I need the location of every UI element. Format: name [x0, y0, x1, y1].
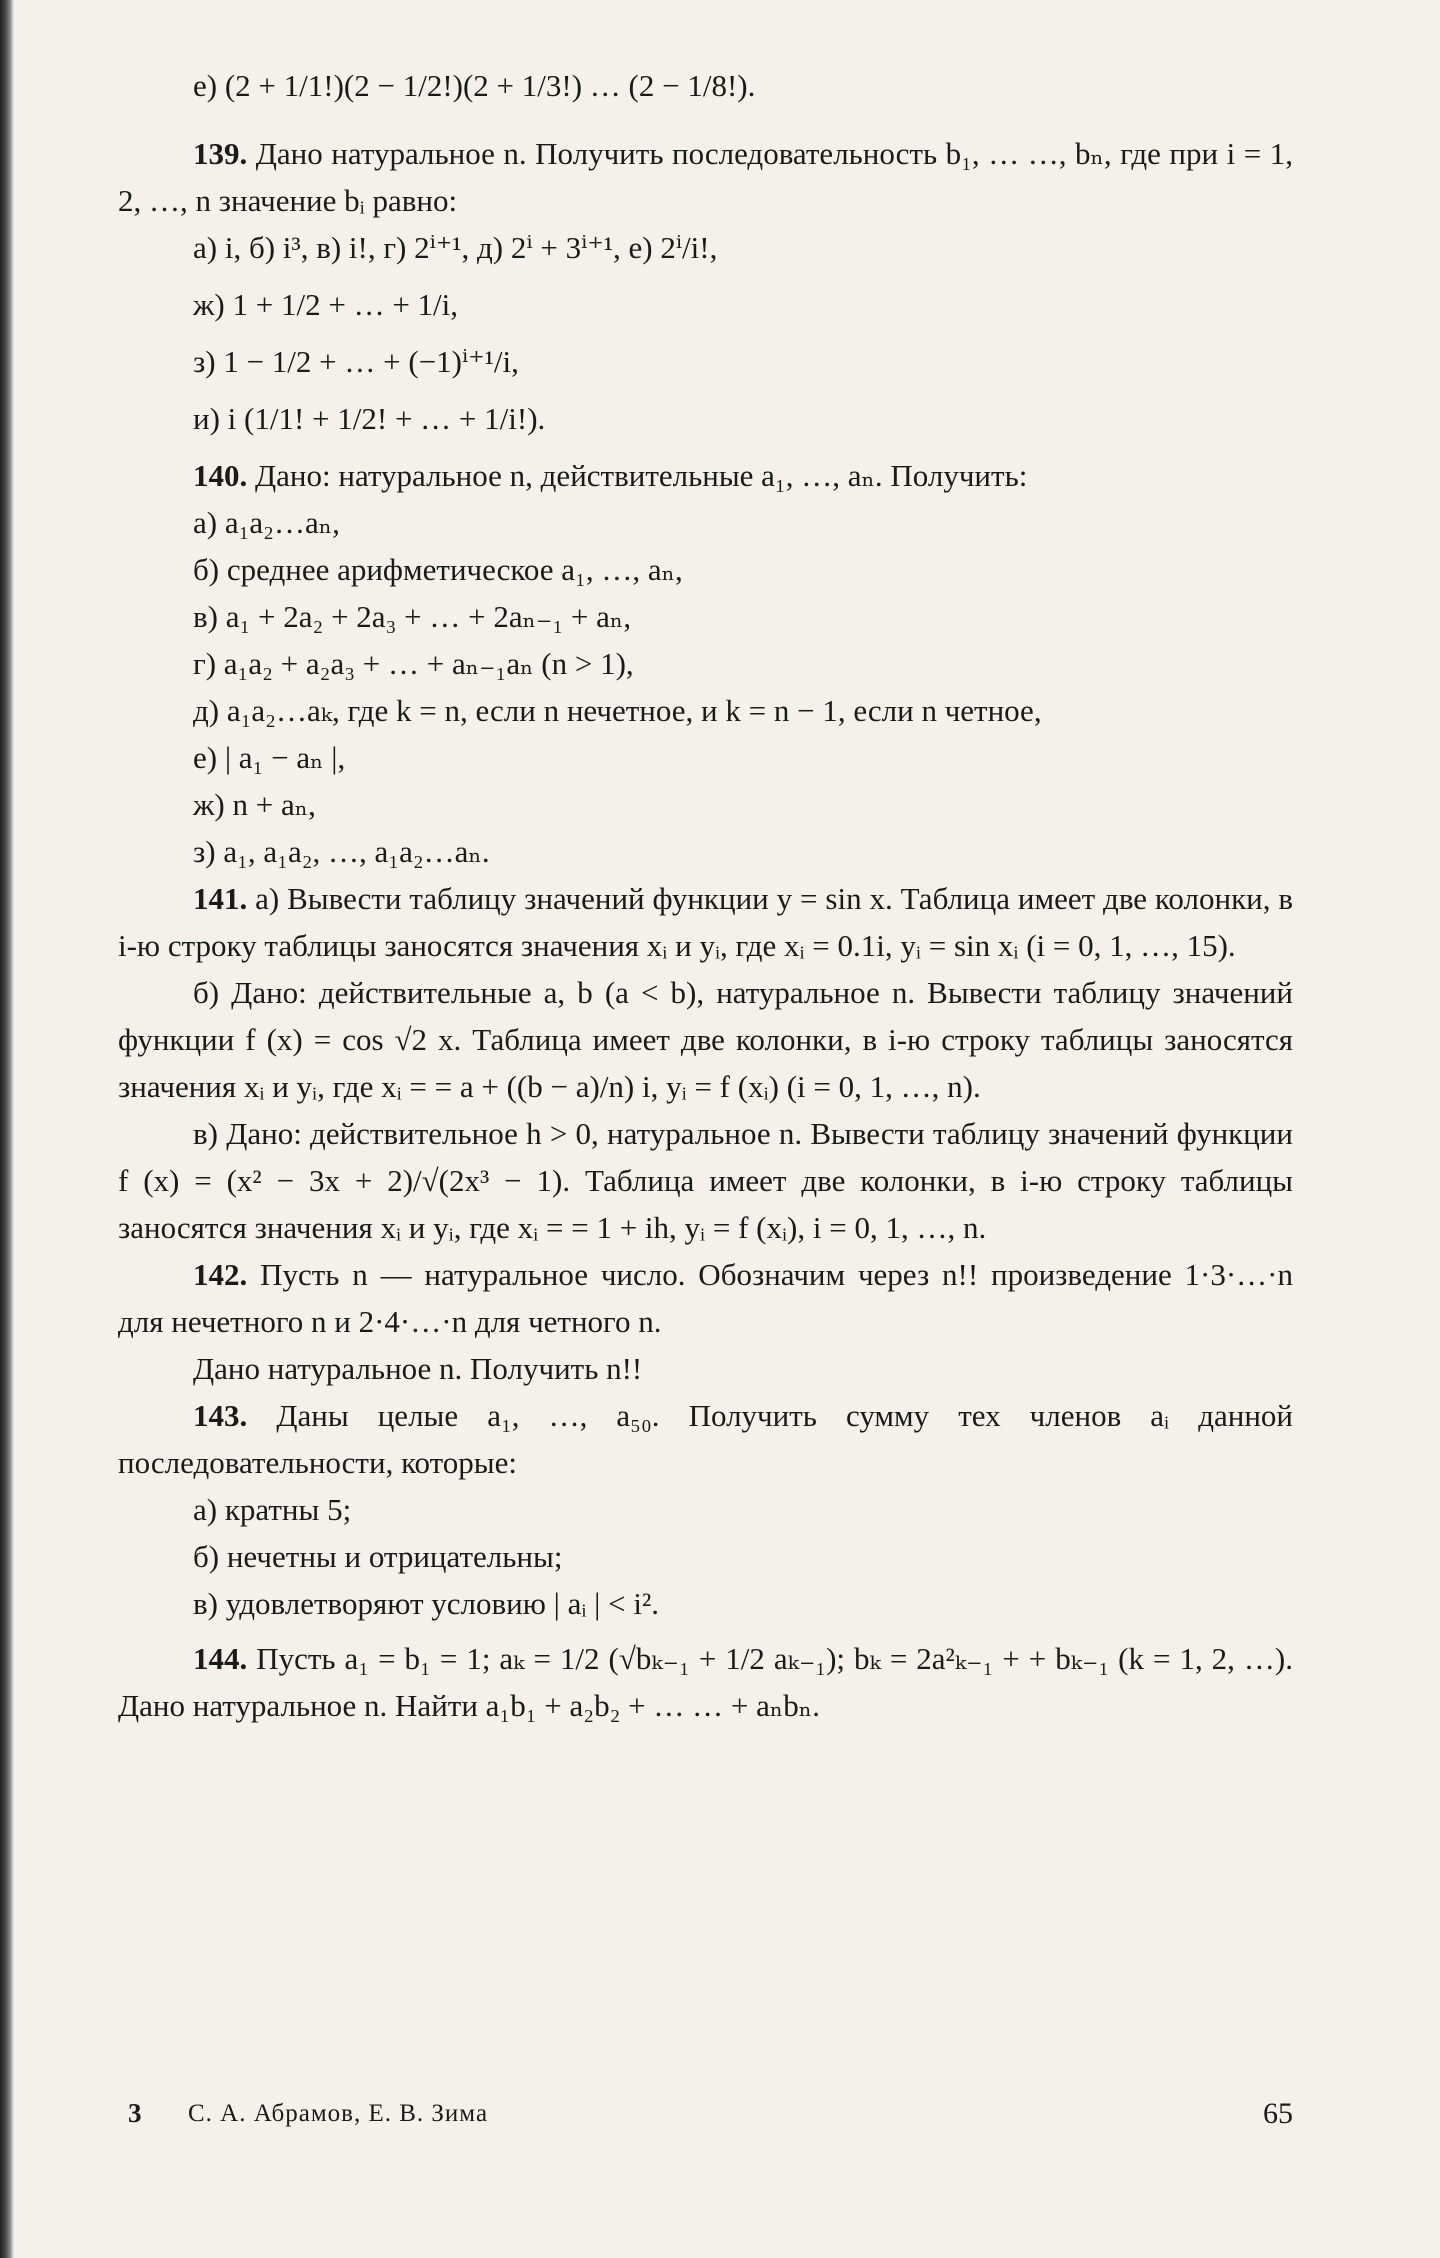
- formula-line: а) a₁a₂…aₙ,: [193, 505, 340, 540]
- formula-line: г) a₁a₂ + a₂a₃ + … + aₙ₋₁aₙ (n > 1),: [193, 646, 634, 681]
- problem-number: 144.: [193, 1641, 248, 1676]
- problem-144-text: Пусть a₁ = b₁ = 1; aₖ = 1/2 (√bₖ₋₁ + 1/2 aₖ₋₁); bₖ = 2a²ₖ₋₁ + + bₖ₋₁ (k = 1, 2, …). Дано натуральное n. Найти a₁b₁ + a₂b₂ + … … + aₙbₙ.: [118, 1641, 1293, 1723]
- problem-140-d: [118, 687, 1293, 734]
- problem-142-text: Пусть n — натуральное число. Обозначим через n!! произведение 1·3·…·n для нечетного n и 2·4·…·n для четного n.: [118, 1257, 1294, 1339]
- problem-139: [118, 130, 1293, 224]
- problem-144: [118, 1635, 1293, 1729]
- problem-139-z: [118, 338, 1293, 385]
- problem-142: [118, 1251, 1293, 1345]
- formula-line: и) i (1/1! + 1/2! + … + 1/i!).: [193, 401, 546, 436]
- problem-140-e: [118, 734, 1293, 781]
- formula-line: б) среднее арифметическое a₁, …, aₙ,: [193, 552, 683, 587]
- formula-line: а) i, б) i³, в) i!, г) 2ⁱ⁺¹, д) 2ⁱ + 3ⁱ⁺¹, е) 2ⁱ/i!,: [193, 230, 718, 265]
- problem-142-task-text: Дано натуральное n. Получить n!!: [193, 1351, 643, 1386]
- problem-141-b-text: б) Дано: действительные a, b (a < b), натуральное n. Вывести таблицу значений функции f (x) = cos √2 x. Таблица имеет две колонки, в i-ю строку таблицы заносятся значения xᵢ и yᵢ, где xᵢ = = a + ((b − a)/n) i, yᵢ = f (xᵢ) (i = 0, 1, …, n).: [118, 975, 1293, 1104]
- formula-line: д) a₁a₂…aₖ, где k = n, если n нечетное, и k = n − 1, если n четное,: [193, 693, 1042, 728]
- problem-140-b: [118, 546, 1293, 593]
- problem-142-task: [118, 1345, 1293, 1392]
- problem-140-g: [118, 640, 1293, 687]
- problem-143-a: [118, 1486, 1293, 1533]
- problem-141-v-text: в) Дано: действительное h > 0, натуральное n. Вывести таблицу значений функции f (x) = (x² − 3x + 2)/√(2x³ − 1). Таблица имеет две колонки, в i-ю строку таблицы заносятся значения xᵢ и yᵢ, где xᵢ = = 1 + ih, yᵢ = f (xᵢ), i = 0, 1, …, n.: [118, 1116, 1293, 1245]
- problem-143-text: Даны целые a₁, …, a₅₀. Получить сумму тех членов aᵢ данной последовательности, которые:: [118, 1398, 1293, 1480]
- signature-mark: 3: [128, 2098, 142, 2128]
- problem-140-text: Дано: натуральное n, действительные a₁, …, aₙ. Получить:: [255, 458, 1028, 493]
- problem-139-zh: [118, 281, 1293, 328]
- problem-139-i: [118, 395, 1293, 442]
- problem-139-text: Дано натуральное n. Получить последовательность b₁, … …, bₙ, где при i = 1, 2, …, n значение bᵢ равно:: [118, 136, 1293, 218]
- item-e-product-text: е) (2 + 1/1!)(2 − 1/2!)(2 + 1/3!) … (2 − 1/8!).: [193, 68, 756, 103]
- problem-141-v: [118, 1110, 1293, 1251]
- item-e-product: [118, 62, 1293, 120]
- problem-143-b: [118, 1533, 1293, 1580]
- page-footer: [118, 2090, 1293, 2130]
- page-number: 65: [1263, 2097, 1293, 2130]
- problem-141-a-text: а) Вывести таблицу значений функции y = sin x. Таблица имеет две колонки, в i-ю строку таблицы заносятся значения xᵢ и yᵢ, где xᵢ = 0.1i, yᵢ = sin xᵢ (i = 0, 1, …, 15).: [118, 881, 1293, 963]
- formula-line: ж) 1 + 1/2 + … + 1/i,: [193, 287, 459, 322]
- problem-140-v: [118, 593, 1293, 640]
- formula-line: в) удовлетворяют условию | aᵢ | < i².: [193, 1586, 660, 1621]
- problem-number: 139.: [193, 136, 248, 171]
- problem-number: 140.: [193, 458, 248, 493]
- problem-141-b: [118, 969, 1293, 1110]
- authors-line: С. А. Абрамов, Е. В. Зима: [188, 2100, 489, 2127]
- problem-140-zh: [118, 781, 1293, 828]
- formula-line: а) кратны 5;: [193, 1492, 352, 1527]
- problem-number: 141.: [193, 881, 248, 916]
- problem-number: 143.: [193, 1398, 248, 1433]
- problem-143-v: [118, 1580, 1293, 1627]
- formula-line: в) a₁ + 2a₂ + 2a₃ + … + 2aₙ₋₁ + aₙ,: [193, 599, 632, 634]
- formula-line: б) нечетны и отрицательны;: [193, 1539, 563, 1574]
- problem-141-a: [118, 875, 1293, 969]
- formula-line: е) | a₁ − aₙ |,: [193, 740, 346, 775]
- problem-139-a-line: [118, 224, 1293, 271]
- book-binding-edge: [0, 0, 14, 2258]
- problem-143: [118, 1392, 1293, 1486]
- formula-line: ж) n + aₙ,: [193, 787, 316, 822]
- formula-line: з) 1 − 1/2 + … + (−1)ⁱ⁺¹/i,: [193, 344, 519, 379]
- book-page: [118, 52, 1293, 2232]
- problem-140-a: [118, 499, 1293, 546]
- formula-line: з) a₁, a₁a₂, …, a₁a₂…aₙ.: [193, 834, 490, 869]
- problem-number: 142.: [193, 1257, 248, 1292]
- problem-140: [118, 452, 1293, 499]
- problem-140-z: [118, 828, 1293, 875]
